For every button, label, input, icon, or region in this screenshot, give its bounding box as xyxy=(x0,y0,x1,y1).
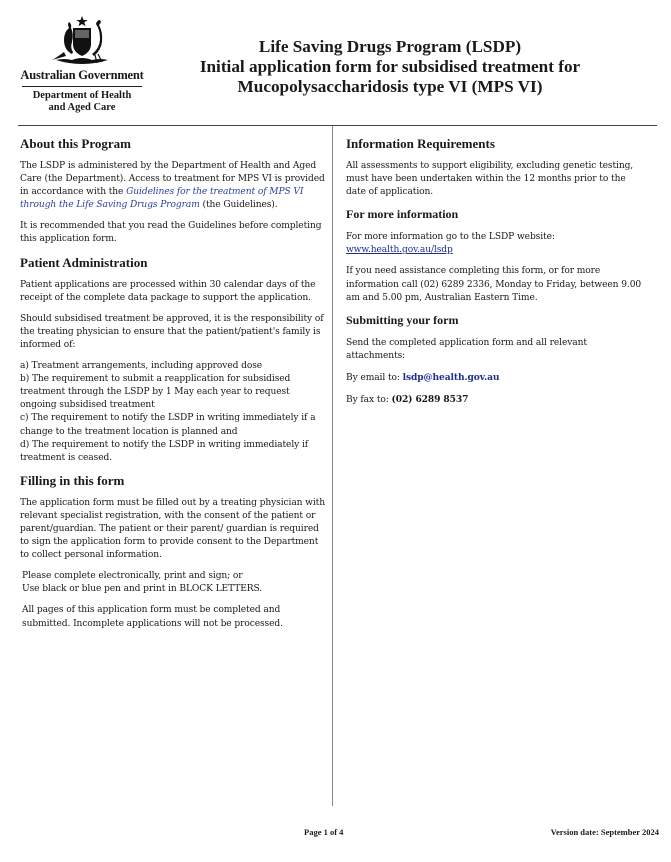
fax-line xyxy=(346,393,646,407)
more-info-paragraph-2: If you need assistance completing this form, or for more information call (02) 6289 2336, Monday to Friday, between 9.00 am and 5.00 pm, Australian Eastern Time. xyxy=(346,266,642,303)
info-requirements-paragraph: All assessments to support eligibility, excluding genetic testing, must have been undertaken within the 12 months prior to the date of application. xyxy=(346,161,634,198)
email-link[interactable]: lsdp@health.gov.au xyxy=(402,371,500,383)
patient-admin-heading: Patient Administration xyxy=(20,254,148,270)
filling-instruction-1: Please complete electronically, print and sign; or xyxy=(22,571,243,582)
list-item: c) The requirement to notify the LSDP in writing immediately if a change to the treatment location is planned and xyxy=(20,413,316,437)
coat-of-arms-icon xyxy=(42,14,122,66)
right-column xyxy=(346,136,646,415)
patient-admin-paragraph-1: Patient applications are processed within 30 calendar days of the receipt of the complete data package to support the application. xyxy=(20,279,316,303)
informed-of-list xyxy=(20,360,328,465)
list-item: b) The requirement to submit a reapplication for subsidised treatment through the LSDP by 1 May each year to request ongoing subsidised treatment xyxy=(20,374,291,411)
government-name: Australian Government xyxy=(20,68,144,82)
info-requirements-heading: Information Requirements xyxy=(346,136,495,151)
submitting-paragraph: Send the completed application form and all relevant attachments: xyxy=(346,337,587,361)
website-line xyxy=(346,244,646,257)
more-info-heading: For more information xyxy=(346,207,459,222)
government-logo xyxy=(18,14,146,114)
filling-paragraph-1: The application form must be filled out by a treating physician with relevant specialist registration, with the consent of the patient or parent/guardian. The patient or their parent/ guardian is required to sign the application form to provide consent to the Department to collect personal information. xyxy=(20,497,325,561)
title-line-2: Initial application form for subsidised treatment for xyxy=(199,57,581,76)
filling-paragraph-3: All pages of this application form must be completed and submitted. Incomplete applications will not be processed. xyxy=(22,605,283,629)
email-line xyxy=(346,371,646,385)
page-number: Page 1 of 4 xyxy=(304,827,344,837)
filling-heading: Filling in this form xyxy=(20,472,125,488)
email-label: By email to: xyxy=(346,372,403,383)
page-title xyxy=(160,37,620,97)
column-divider xyxy=(332,126,333,806)
left-column xyxy=(20,136,328,639)
logo-divider xyxy=(22,86,142,87)
list-item: d) The requirement to notify the LSDP in writing immediately if treatment is ceased. xyxy=(20,439,309,463)
about-paragraph-1 xyxy=(20,160,328,212)
list-item: a) Treatment arrangements, including approved dose xyxy=(20,361,263,372)
title-line-3: Mucopolysaccharidosis type VI (MPS VI) xyxy=(237,77,543,96)
about-text-a: The LSDP is administered by the Department of Health and Aged Care (the Department). Access to treatment for MPS VI is provided in accordance with the xyxy=(20,161,325,198)
title-line-1: Life Saving Drugs Program (LSDP) xyxy=(258,37,522,56)
guidelines-link[interactable]: Guidelines for the treatment of MPS VI through the Life Saving Drugs Program xyxy=(20,187,304,211)
more-info-paragraph-1: For more information go to the LSDP website: xyxy=(346,232,555,243)
lsdp-website-link[interactable]: www.health.gov.au/lsdp xyxy=(346,245,453,256)
patient-admin-paragraph-2: Should subsidised treatment be approved, it is the responsibility of the treating physician to ensure that the patient/patient's family is informed of: xyxy=(20,313,324,350)
department-line-2: and Aged Care xyxy=(48,102,116,113)
version-date: Version date: September 2024 xyxy=(550,827,659,837)
fax-number: (02) 6289 8537 xyxy=(391,394,469,406)
submitting-heading: Submitting your form xyxy=(346,312,459,327)
about-heading: About this Program xyxy=(20,136,131,151)
filling-instruction-2: Use black or blue pen and print in BLOCK LETTERS. xyxy=(22,584,263,595)
department-line-1: Department of Health xyxy=(32,90,132,101)
about-text-b: (the Guidelines). xyxy=(199,200,278,211)
about-paragraph-2: It is recommended that you read the Guidelines before completing this application form. xyxy=(20,221,322,245)
header-divider xyxy=(18,125,657,126)
fax-label: By fax to: xyxy=(346,395,392,406)
